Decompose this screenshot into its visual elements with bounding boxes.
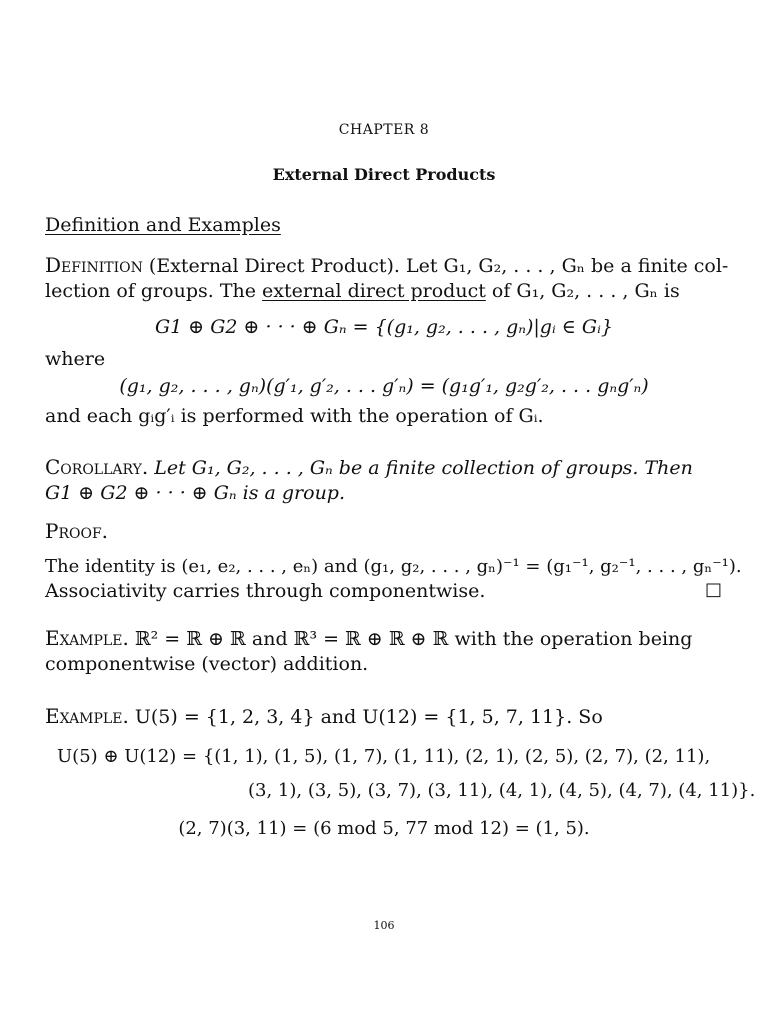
definition-label: Definition — [45, 253, 143, 277]
example1-label: Example. — [45, 626, 129, 650]
proof-line-1: The identity is (e₁, e₂, . . . , eₙ) and (g₁, g₂, . . . , gₙ)⁻¹ = (g₁⁻¹, g₂⁻¹, . . . , gₙ⁻¹). — [45, 556, 742, 577]
definition-line-2 — [45, 279, 725, 303]
definition-equation-1: G1 ⊕ G2 ⊕ · · · ⊕ Gₙ = {(g₁, g₂, . . . , gₙ)|gᵢ ∈ Gᵢ} — [154, 316, 614, 338]
corollary-text-1: Let G₁, G₂, . . . , Gₙ be a finite collection of groups. Then — [154, 457, 693, 479]
chapter-title: External Direct Products — [272, 165, 496, 184]
section-heading — [45, 213, 725, 237]
definition-text-1: (External Direct Product). Let G₁, G₂, . . . , Gₙ be a finite col- — [148, 255, 729, 277]
example1-text-1: ℝ² = ℝ ⊕ ℝ and ℝ³ = ℝ ⊕ ℝ ⊕ ℝ with the operation being — [134, 628, 693, 650]
chapter-label: CHAPTER 8 — [338, 122, 430, 138]
example1-line-2: componentwise (vector) addition. — [45, 653, 369, 675]
example2-equation-3: (2, 7)(3, 11) = (6 mod 5, 77 mod 12) = (1, 5). — [178, 818, 590, 839]
qed-symbol: □ — [704, 579, 722, 600]
proof-label: Proof. — [45, 519, 109, 543]
example2-text-1: U(5) = {1, 2, 3, 4} and U(12) = {1, 5, 7, 11}. So — [134, 706, 603, 728]
definition-line-1 — [45, 253, 729, 278]
definition-closing: and each gᵢg′ᵢ is performed with the operation of Gᵢ. — [45, 405, 544, 427]
example1-line-1 — [45, 626, 725, 651]
proof-line-2: Associativity carries through componentwise. — [45, 580, 486, 602]
definition-text-2a: lection of groups. The — [45, 280, 256, 302]
corollary-line-2: G1 ⊕ G2 ⊕ · · · ⊕ Gₙ is a group. — [45, 482, 346, 504]
example2-equation-2: (3, 1), (3, 5), (3, 7), (3, 11), (4, 1), (4, 5), (4, 7), (4, 11)}. — [248, 780, 756, 801]
example2-line-1 — [45, 704, 725, 729]
definition-term: external direct product — [262, 280, 486, 302]
corollary-label: Corollary. — [45, 455, 149, 479]
example2-label: Example. — [45, 704, 129, 728]
definition-text-2b: of G₁, G₂, . . . , Gₙ is — [491, 280, 680, 302]
section-heading-text: Definition and Examples — [45, 214, 281, 236]
definition-equation-2: (g₁, g₂, . . . , gₙ)(g′₁, g′₂, . . . g′ₙ) = (g₁g′₁, g₂g′₂, . . . gₙg′ₙ) — [119, 375, 649, 397]
example2-equation-1: U(5) ⊕ U(12) = {(1, 1), (1, 5), (1, 7), (1, 11), (2, 1), (2, 5), (2, 7), (2, 11), — [57, 746, 711, 767]
corollary-line-1 — [45, 455, 725, 480]
page-number: 106 — [373, 919, 395, 932]
definition-where: where — [45, 348, 106, 370]
